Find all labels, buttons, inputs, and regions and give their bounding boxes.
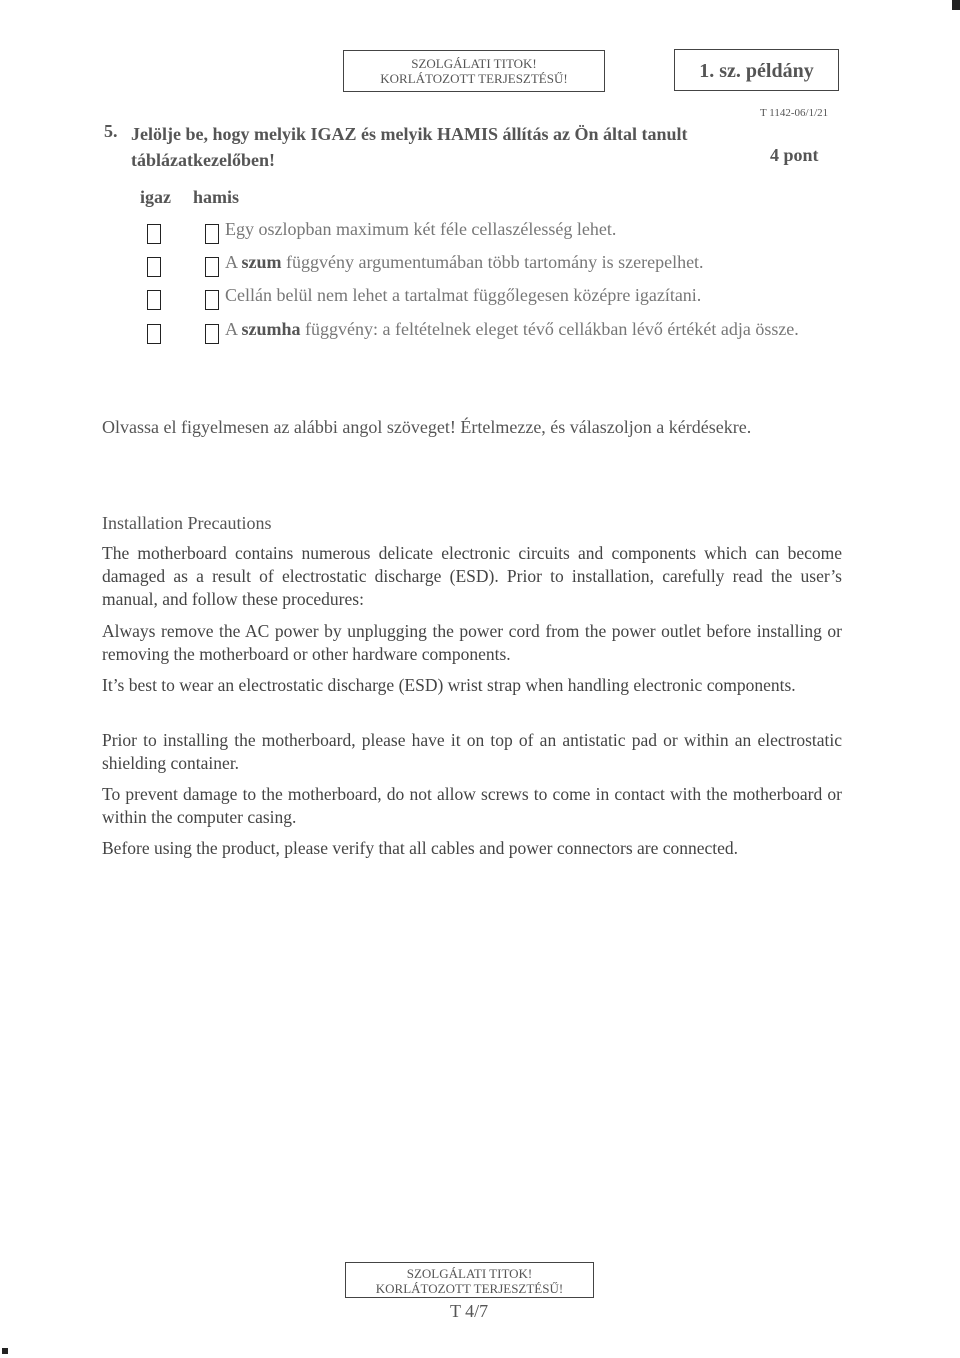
footer-classification-line-2: KORLÁTOZOTT TERJESZTÉSŰ! [375,1281,564,1296]
statement-2-suffix: függvény argumentumában több tartomány is szerepelhet. [281,252,704,272]
classification-line-1: SZOLGÁLATI TITOK! [411,56,537,71]
paragraph-4: Prior to installing the motherboard, please have it on top of an antistatic pad or within an electrostatic shielding container. [102,730,842,773]
scan-mark-top-right [952,0,960,10]
paragraph-5: To prevent damage to the motherboard, do not allow screws to come in contact with the motherboard or within the computer casing. [102,784,842,827]
statement-4-function-name: szumha [241,319,301,339]
false-checkbox-1[interactable] [205,224,219,244]
question-points: 4 pont [770,145,819,165]
question-text: Jelölje be, hogy melyik IGAZ és melyik HAMIS állítás az Ön által tanult táblázatkezelőben! [131,124,688,170]
paragraph-3: It’s best to wear an electrostatic discharge (ESD) wrist strap when handling electronic components. [102,675,796,695]
classification-box [343,50,605,92]
false-checkbox-2[interactable] [205,257,219,277]
footer-classification-box [345,1262,594,1298]
true-checkbox-2[interactable] [147,257,161,277]
page-number: T 4/7 [450,1301,489,1321]
document-code: T 1142-06/1/21 [760,107,829,119]
true-checkbox-3[interactable] [147,290,161,310]
statement-1 [225,219,616,240]
scan-mark-bottom-left [2,1348,8,1354]
true-checkbox-4[interactable] [147,324,161,344]
copy-number-box [674,49,839,91]
question-number: 5. [104,121,118,141]
statement-3 [225,285,701,306]
statement-2-prefix: A [225,252,242,272]
reading-title: Installation Precautions [102,513,272,533]
false-checkbox-4[interactable] [205,324,219,344]
footer-classification-line-1: SZOLGÁLATI TITOK! [406,1266,533,1281]
statement-4-suffix: függvény: a feltételnek eleget tévő cellákban lévő értékét adja össze. [300,319,799,339]
paragraph-6: Before using the product, please verify that all cables and power connectors are connected. [102,838,739,858]
statement-2 [225,252,704,273]
statement-3-text: Cellán belül nem lehet a tartalmat függőlegesen középre igazítani. [225,285,702,305]
true-checkbox-1[interactable] [147,224,161,244]
statement-2-function-name: szum [241,252,282,272]
classification-line-2: KORLÁTOZOTT TERJESZTÉSŰ! [380,71,568,86]
statement-1-text: Egy oszlopban maximum két féle cellaszélesség lehet. [225,219,617,239]
copy-number-label: 1. sz. példány [699,60,814,82]
paragraph-2: Always remove the AC power by unplugging the power cord from the power outlet before installing or removing the motherboard or other hardware components. [102,621,842,664]
statement-4-prefix: A [225,319,242,339]
statement-4 [225,319,799,340]
reading-instructions: Olvassa el figyelmesen az alábbi angol szöveget! Értelmezze, és válaszoljon a kérdésekre. [102,417,752,437]
false-checkbox-3[interactable] [205,290,219,310]
column-header-false: hamis [193,187,240,207]
column-header-true: igaz [140,187,171,207]
paragraph-1: The motherboard contains numerous delicate electronic circuits and components which can become damaged as a result of electrostatic discharge (ESD). Prior to installation, carefully read the user’s manual, and follow these procedures: [102,543,842,609]
